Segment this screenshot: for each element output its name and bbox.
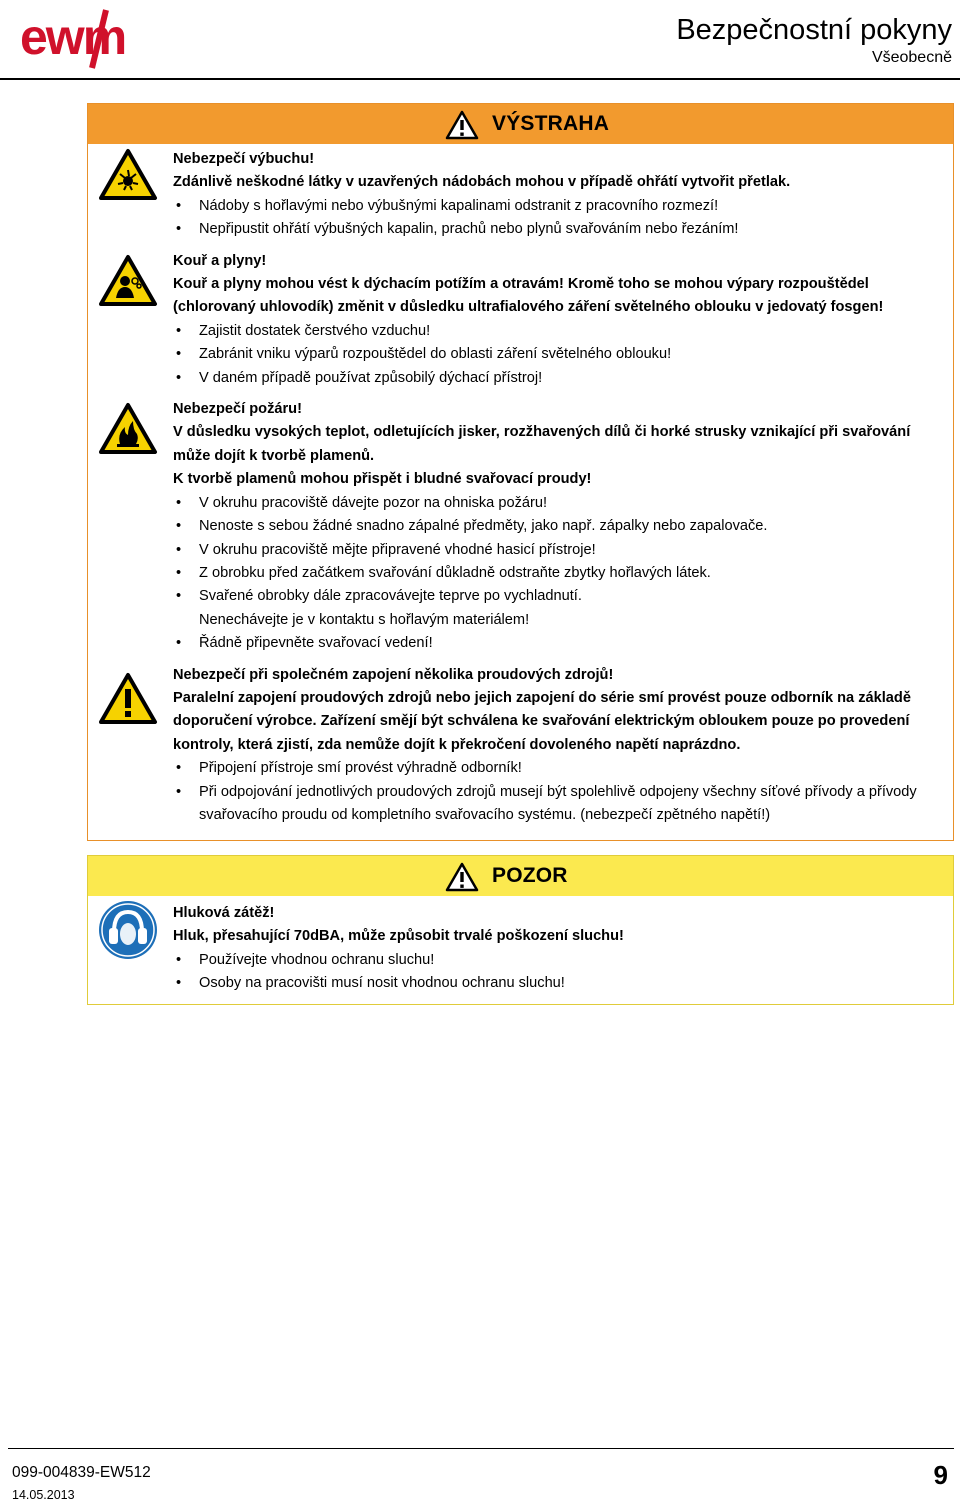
page-number: 9 bbox=[933, 1460, 948, 1490]
explosive-substances-icon bbox=[98, 148, 158, 202]
warning-header bbox=[88, 104, 953, 144]
svg-text:ewm: ewm bbox=[20, 9, 126, 65]
section-title: Hluková zátěž! bbox=[173, 905, 275, 921]
ewm-logo bbox=[20, 6, 165, 70]
general-warning-icon bbox=[98, 672, 158, 726]
list-item: • V okruhu pracoviště dávejte pozor na ohniska požáru! bbox=[173, 492, 941, 515]
list-item: • Zajistit dostatek čerstvého vzduchu! bbox=[173, 320, 941, 343]
list-item: • Zabránit vniku výparů rozpouštědel do oblasti záření světelného oblouku! bbox=[173, 343, 941, 366]
caution-header bbox=[88, 856, 953, 896]
caution-box bbox=[87, 855, 954, 1005]
warning-triangle-icon bbox=[445, 862, 479, 892]
list-item: • Používejte vhodnou ochranu sluchu! bbox=[173, 949, 941, 972]
list-item-text: Svařené obrobky dále zpracovávejte teprve po vychladnutí. bbox=[199, 588, 582, 605]
section-title: Nebezpečí výbuchu! bbox=[173, 151, 315, 167]
list-item-text-line2: Nenechávejte je v kontaktu s hořlavým materiálem! bbox=[199, 611, 530, 628]
footer-divider bbox=[8, 1448, 954, 1449]
page-subtitle: Všeobecně bbox=[871, 49, 952, 66]
warning-triangle-icon bbox=[445, 110, 479, 140]
section-lead: Zdánlivě neškodné látky v uzavřených nádobách mohou v případě ohřátí vytvořit přetlak. bbox=[173, 174, 791, 191]
list-item: • V okruhu pracoviště mějte připravené vhodné hasicí přístroje! bbox=[173, 539, 941, 562]
section-title: Nebezpečí požáru! bbox=[173, 401, 302, 418]
section-lead: V důsledku vysokých teplot, odletujících jisker, rozžhavených dílů či horké strusky vznikající při svařování může dojít k tvorbě plamenů. bbox=[173, 424, 911, 464]
caution-content bbox=[173, 902, 941, 996]
list-item: • Z obrobku před začátkem svařování důkladně odstraňte zbytky hořlavých látek. bbox=[173, 562, 941, 585]
section-lead: Kouř a plyny mohou vést k dýchacím potížím a otravám! Kromě toho se mohou výpary rozpouštědel (chlorovaný uhlovodík) změnit v důsledku ultrafialového záření světelného oblouku v jedovatý fosgen! bbox=[173, 276, 884, 316]
list-item: • V daném případě používat způsobilý dýchací přístroj! bbox=[173, 367, 941, 390]
section-lead-2: K tvorbě plamenů mohou přispět i bludné svařovací proudy! bbox=[173, 471, 592, 488]
section-title: Nebezpečí při společném zapojení několika proudových zdrojů! bbox=[173, 666, 614, 683]
page-header bbox=[0, 0, 960, 80]
list-item: • Nepřipustit ohřátí výbušných kapalin, prachů nebo plynů svařováním nebo řezáním! bbox=[173, 218, 941, 241]
document-number: 099-004839-EW512 bbox=[12, 1464, 151, 1481]
section-lead: Hluk, přesahující 70dBA, může způsobit trvalé poškození sluchu! bbox=[173, 928, 624, 945]
warning-box bbox=[87, 103, 954, 841]
list-item: • Nádoby s hořlavými nebo výbušnými kapalinami odstranit z pracovního rozmezí! bbox=[173, 195, 941, 218]
list-item: • Připojení přístroje smí provést výhradně odborník! bbox=[173, 757, 941, 780]
page-title: Bezpečnostní pokyny bbox=[676, 14, 952, 46]
document-date: 14.05.2013 bbox=[12, 1488, 75, 1502]
section-title: Kouř a plyny! bbox=[173, 252, 267, 269]
list-item bbox=[173, 585, 941, 632]
list-item: • Osoby na pracovišti musí nosit vhodnou ochranu sluchu! bbox=[173, 972, 941, 995]
flammable-fire-icon bbox=[98, 402, 158, 456]
header-divider bbox=[0, 78, 960, 80]
toxic-fumes-icon bbox=[98, 254, 158, 308]
list-item: • Při odpojování jednotlivých proudových zdrojů musejí být spolehlivě odpojeny všechny síťové přívody a přívody svařovacího proudu od kompletního svařovacího systému. (nebezpečí zpětného napětí!) bbox=[173, 781, 941, 828]
warning-label: VÝSTRAHA bbox=[492, 112, 610, 135]
caution-label: POZOR bbox=[492, 864, 568, 887]
ear-protection-icon bbox=[98, 900, 158, 960]
section-lead: Paralelní zapojení proudových zdrojů nebo jejich zapojení do série smí provést pouze odborník na základě doporučení výrobce. Zařízení smějí být schválena ke svařování elektrickým obloukem pouze po provedení kontroly, která zjistí, zda nemůže dojít k překročení dovoleného napětí naprázdno. bbox=[173, 689, 911, 753]
warning-content bbox=[173, 148, 941, 827]
list-item: • Nenoste s sebou žádné snadno zápalné předměty, jako např. zápalky nebo zapalovače. bbox=[173, 515, 941, 538]
list-item: • Řádně připevněte svařovací vedení! bbox=[173, 632, 941, 655]
